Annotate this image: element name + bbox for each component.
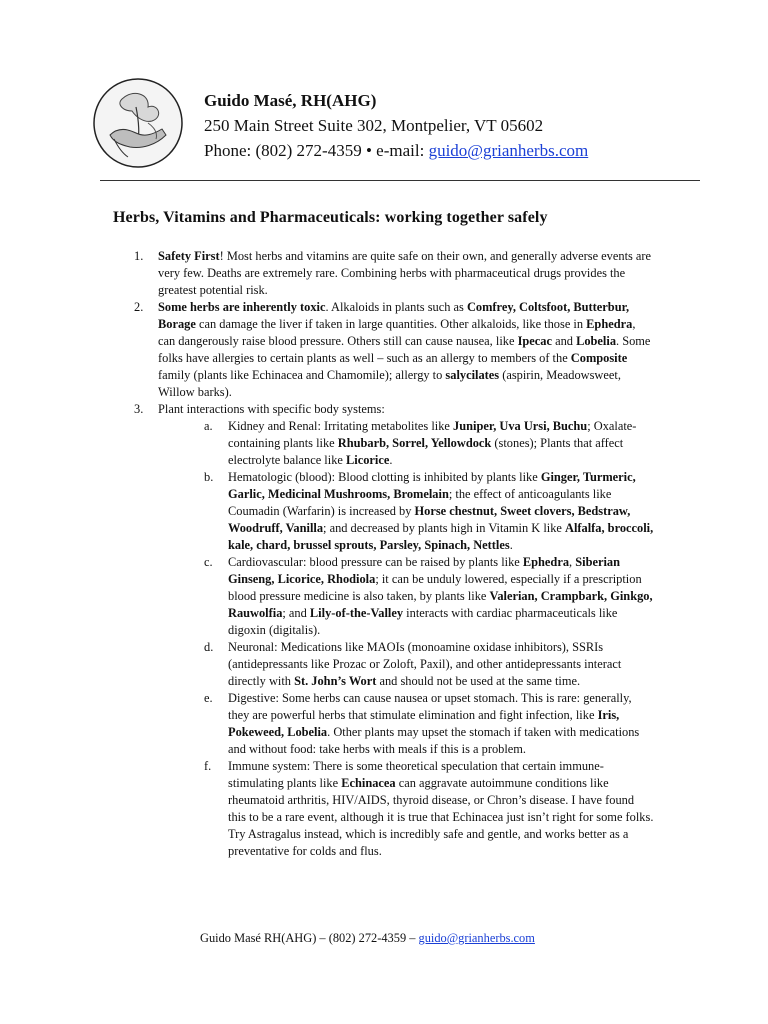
text-run: family (plants like Echinacea and Chamomile); allergy to xyxy=(158,368,446,382)
sub-item-letter: e. xyxy=(204,691,213,705)
sub-item-letter: f. xyxy=(204,759,212,773)
page-footer xyxy=(200,931,535,946)
bold-term: St. John’s Wort xyxy=(294,674,377,688)
text-run: . xyxy=(389,453,393,467)
text-run: . Other plants may upset the stomach if taken with medications and without food: take herbs with meals if this is a problem. xyxy=(228,725,640,756)
footer-email-link[interactable]: guido@grianherbs.com xyxy=(418,931,535,945)
sub-item-letter: c. xyxy=(204,555,213,569)
sub-list xyxy=(158,418,654,860)
sub-item-letter: b. xyxy=(204,470,214,484)
text-run: (stones); Plants that affect electrolyte balance like xyxy=(228,436,624,467)
text-run: , can dangerously raise blood pressure. Others still can cause nausea, like xyxy=(158,317,636,348)
list-item xyxy=(134,299,654,401)
contact-block xyxy=(204,88,588,163)
sub-item-text xyxy=(228,469,654,554)
text-run: can damage the liver if taken in large quantities. Other alkaloids, like those in xyxy=(195,317,587,331)
bold-term: Juniper, Uva Ursi, Buchu xyxy=(453,419,588,433)
item-number: 2. xyxy=(134,300,144,314)
sub-list-item xyxy=(158,554,654,639)
list-item xyxy=(134,248,654,299)
list-item xyxy=(134,401,654,860)
sub-item-text xyxy=(228,639,654,690)
sub-item-letter: a. xyxy=(204,419,213,433)
text-run: , xyxy=(569,555,576,569)
bold-term: Lily-of-the-Valley xyxy=(309,606,404,620)
sub-list-item xyxy=(158,758,654,860)
address: 250 Main Street Suite 302, Montpelier, VT 05602 xyxy=(204,116,544,135)
bold-term: Iris, Pokeweed, Lobelia xyxy=(228,708,620,739)
bold-term: Ipecac xyxy=(517,334,552,348)
text-run: ; Oxalate-containing plants like xyxy=(228,419,637,450)
bold-term: Safety First xyxy=(158,249,220,263)
text-run: and should not be used at the same time. xyxy=(376,674,581,688)
text-run: ; and xyxy=(282,606,310,620)
header-divider xyxy=(100,180,700,181)
bold-term: Ephedra xyxy=(522,555,570,569)
item-number: 3. xyxy=(134,402,144,416)
bold-term: Valerian, Crampbark, Ginkgo, Rauwolfia xyxy=(228,589,653,620)
sub-list-item xyxy=(158,639,654,690)
bold-term: Comfrey, Coltsfoot, Butterbur, Borage xyxy=(158,300,630,331)
text-run: (aspirin, Meadowsweet, Willow barks). xyxy=(158,368,621,399)
bold-term: Licorice xyxy=(346,453,390,467)
text-run: ; the effect of anticoagulants like Coumadin (Warfarin) is increased by xyxy=(228,487,612,518)
footer-text: Guido Masé RH(AHG) – (802) 272-4359 – xyxy=(200,931,419,945)
text-run: and xyxy=(551,334,577,348)
sub-list-item xyxy=(158,418,654,469)
author-name: Guido Masé, RH(AHG) xyxy=(204,91,377,110)
bold-term: Some herbs are inherently toxic xyxy=(158,300,326,314)
text-run: Cardiovascular: blood pressure can be raised by plants like xyxy=(228,555,523,569)
text-run: Immune system: There is some theoretical speculation that certain immune-stimulating plants like xyxy=(228,759,604,790)
sub-item-text xyxy=(228,758,654,860)
bold-term: Echinacea xyxy=(341,776,396,790)
sub-list-item xyxy=(158,469,654,554)
item-text xyxy=(158,248,654,299)
text-run: ; and decreased by plants high in Vitamin K like xyxy=(323,521,565,535)
text-run: . Alkaloids in plants such as xyxy=(325,300,467,314)
item-number: 1. xyxy=(134,249,144,263)
document-title: Herbs, Vitamins and Pharmaceuticals: working together safely xyxy=(113,209,548,226)
text-run: Kidney and Renal: Irritating metabolites like xyxy=(228,419,454,433)
bold-term: Rhubarb, Sorrel, Yellowdock xyxy=(337,436,492,450)
text-run: ; it can be unduly lowered, especially if a prescription blood pressure medicine is also taken, by plants like xyxy=(228,572,642,603)
bold-term: Ephedra xyxy=(586,317,633,331)
sub-item-text xyxy=(228,418,654,469)
bold-term: Lobelia xyxy=(576,334,617,348)
text-run: can aggravate autoimmune conditions like rheumatoid arthritis, HIV/AIDS, thyroid disease, or Chron’s disease. I have found this to be a rare event, although it is true that Echinacea just isn’t right for some folks. Try Astragalus instead, which is incredibly safe and gentle, and works better as a preventative for colds and flus. xyxy=(228,776,654,858)
bold-term: Composite xyxy=(570,351,628,365)
bold-term: salycilates xyxy=(445,368,500,382)
phone-email-line xyxy=(204,138,588,163)
text-run: Plant interactions with specific body systems: xyxy=(158,402,385,416)
text-run: interacts with cardiac pharmaceuticals like digoxin (digitalis). xyxy=(228,606,618,637)
text-run: Digestive: Some herbs can cause nausea or upset stomach. This is rare: generally, they are powerful herbs that stimulate elimination and fight infection, like xyxy=(228,691,632,722)
text-run: Neuronal: Medications like MAOIs (monoamine oxidase inhibitors), SSRIs (antidepressants like Prozac or Zoloft, Paxil), and other antidepressants interact directly with xyxy=(228,640,622,688)
bold-term: Horse chestnut, Sweet clovers, Bedstraw, Woodruff, Vanilla xyxy=(228,504,631,535)
bold-term: Ginger, Turmeric, Garlic, Medicinal Mushrooms, Bromelain xyxy=(228,470,636,501)
text-run: ! Most herbs and vitamins are quite safe on their own, and generally adverse events are very few. Deaths are extremely rare. Combining herbs with pharmaceutical drugs provides the greatest potential risk. xyxy=(158,249,652,297)
herbal-logo-icon xyxy=(92,77,184,169)
phone-label: Phone: (802) 272-4359 • e-mail: xyxy=(204,141,429,160)
main-list xyxy=(134,248,654,860)
sub-item-letter: d. xyxy=(204,640,214,654)
sub-item-text xyxy=(228,690,654,758)
email-link[interactable]: guido@grianherbs.com xyxy=(428,141,589,160)
sub-list-item xyxy=(158,690,654,758)
item-text xyxy=(158,299,654,401)
text-run: Hematologic (blood): Blood clotting is inhibited by plants like xyxy=(228,470,541,484)
text-run: . Some folks have allergies to certain plants as well – such as an allergy to members of the xyxy=(158,334,651,365)
bold-term: Siberian Ginseng, Licorice, Rhodiola xyxy=(228,555,620,586)
item-text xyxy=(158,401,654,418)
text-run: . xyxy=(509,538,513,552)
bold-term: Alfalfa, broccoli, kale, chard, brussel sprouts, Parsley, Spinach, Nettles xyxy=(228,521,654,552)
sub-item-text xyxy=(228,554,654,639)
